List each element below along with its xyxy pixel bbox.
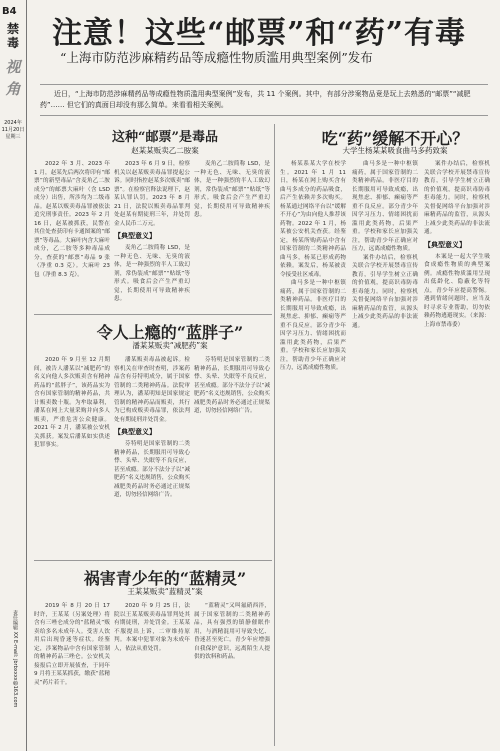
article-body-col: 2020 年 9 月 25 日，法院以王某某贩卖毒品罪判处其有期徒刑，并处罚金。王某某不服提出上诉，二审维持原判。本案中犯罪对象为未成年人，依法从重处罚。 [114, 603, 190, 652]
intro-box [40, 84, 488, 116]
article-body-col: 潘某贩卖毒品被起诉。检察机关在审查时查明，涉案药品含有芬特明成分，属于国家管制的二类精神药品。法院审理认为，潘某明知是国家规定管制的精神药品而贩卖，其行为已构成贩卖毒品罪，依法判处有期徒刑并处罚金。 【典型意义】 芬特明是国家管制的二类精神药品，长期服用可导致心悸、头晕、失眠等不良反应，甚至成瘾。部分不法分子以“减肥药”名义违规销售，公众购买减肥类药品时务必通过正规渠道，切勿轻信网络广告。 [114, 357, 190, 498]
article-body-col: 杨某系某大学在校学生。2021 年 1 月 11 日，杨某在网上购买含有曲马多成分的药品吸食，后产生依赖并多次购买。杨某通过网络平台以“缓解不开心”为由向他人推荐该药物。2022 年 1 月，杨某被公安机关查获。经鉴定，杨某所购药品中含有国家管制的二类精神药品曲马多，杨某已形成药物依赖。案发后，杨某被责令接受社区戒毒。 曲马多是一种中枢镇痛药，属于国家管制的二类精神药品。非医疗目的长期服用可导致成瘾，出现焦虑、抑郁、癫痫等严重不良反应。部分青少年因学习压力、情绪困扰而滥用此类药物，后果严重。学校和家长应加强关注，帮助青少年正确应对压力，远离成瘾性物质。 [280, 161, 346, 371]
article-byline-smurf: 王某某贩卖“蓝精灵”案 [127, 587, 203, 596]
article-title-stamps: 这种“邮票”是毒品 [112, 130, 218, 145]
issue-date: 2024年 11月20日 星期三 [1, 120, 25, 140]
article-body-col: 案件办结后，检察机关联合学校开展禁毒宣传教育，引导学生树立正确的价值观，提高识毒防毒拒毒能力。同时，检察机关督促网络平台加强对涉麻精药品的监管，从源头上减少此类药品的非法流通。 【典型意义】 本案是一起大学生吸食成瘾性物质的典型案例。成瘾性物质滥用呈现出低龄化、隐蔽化等特点，青少年应提高警惕。遇到情绪问题时，应当及时寻求专业帮助，切勿依赖药物逃避现实。（来源：上海市禁毒委） [424, 161, 490, 328]
article-byline-tramadol: 大学生杨某某吸食曲马多药致案 [342, 146, 448, 155]
page-rail [0, 0, 27, 751]
section-divider [34, 314, 272, 315]
article-title-smurf: 祸害青少年的“蓝精灵” [83, 569, 247, 588]
article-byline-stamps: 赵某某贩卖乙二胺案 [131, 146, 199, 155]
article-body-col: 麦角乙二胺简称 LSD，是一种无色、无味、无臭的液体，是一种强烈的半人工致幻剂，常伪装成“邮票”“贴纸”等形式。吸食后会产生严重幻觉，长期使用可导致精神疾患。 [194, 161, 270, 218]
article-body-col: 芬特明是国家管制的二类精神药品，长期服用可导致心悸、头晕、失眠等不良反应，甚至成瘾。部分不法分子以“减肥药”名义违规销售，公众购买减肥类药品时务必通过正规渠道，切勿轻信网络广告。 [194, 357, 270, 414]
article-body-col: 曲马多是一种中枢镇痛药，属于国家管制的二类精神药品。非医疗目的长期服用可导致成瘾，出现焦虑、抑郁、癫痫等严重不良反应。部分青少年因学习压力、情绪困扰而滥用此类药物，后果严重。学校和家长应加强关注，帮助青少年正确应对压力，远离成瘾性物质。 案件办结后，检察机关联合学校开展禁毒宣传教育，引导学生树立正确的价值观，提高识毒防毒拒毒能力。同时，检察机关督促网络平台加强对涉麻精药品的监管，从源头上减少此类药品的非法流通。 [352, 161, 418, 329]
main-subheadline: “上海市防范涉麻精药品等成瘾性物质滥用典型案例”发布 [60, 50, 373, 65]
main-headline: 注意！这些“邮票”和“药”有毒 [52, 16, 467, 51]
typical-significance-label: 【典型意义】 [424, 240, 466, 249]
typical-significance-label: 【典型意义】 [114, 232, 156, 240]
section-title: 视角 [5, 58, 21, 98]
article-title-tramadol: 吃“药”缓解不开心？ [321, 129, 469, 148]
editor-credit: 责任编辑 XX E-mail: jbrbxxxx@163.com [12, 610, 18, 708]
column-divider [274, 124, 275, 746]
article-byline-bluefat: 潘某某贩卖“减肥药”案 [132, 341, 208, 350]
page-number: B4 [2, 6, 17, 17]
section-divider [34, 560, 272, 561]
article-body-col: “蓝精灵”又叫氟硝西泮，属于国家管制的二类精神药品，具有强烈的镇静催眠作用，与酒精混用可导致失忆、昏迷甚至死亡。青少年应增强自我保护意识，远离陌生人提供的饮料和药品。 [194, 603, 270, 660]
article-body-col: 2022 年 3 月、2023 年 1 月，赵某先后两次将印有“邮票”的新型毒品“含麦角乙二胺成分”的邮票大麻叶（含 LSD 成分）出售，所涉均为二级毒品。赵某以贩卖毒品罪被依法追究刑事责任。2023 年 2 月 16 日，赵某被抓获，民警在其住处查获印有卡通图案的“邮票”等毒品。大麻叶内含大麻叶成分，乙二胺等多种毒品成分，查获的“邮票”毒品 9 张（净重 0.3 克）。大麻叶 23 包（净重 8.3 克）。 [34, 161, 110, 278]
typical-significance-label: 【典型意义】 [114, 428, 156, 436]
article-body-col: 2023 年 6 月 9 日，检察机关以赵某贩卖毒品罪提起公诉。同时指控赵某多次贩卖“邮票”。在检察官释法说理下，赵某认罪认罚。2023 年 8 月 21 日，法院以贩卖毒品罪判处赵某有期徒刑三年，并处罚金人民币二万元。 【典型意义】 麦角乙二胺简称 LSD，是一种无色、无味、无臭的液体，是一种强烈的半人工致幻剂，常伪装成“邮票”“贴纸”等形式。吸食后会产生严重幻觉，长期使用可导致精神疾患。 [114, 161, 190, 302]
intro-text: 近日，“上海市防范涉麻精药品等成瘾性物质滥用典型案例”发布，共 11 个案例。其中，有部分涉案物品竟是玩上去熟悉的“邮票”“减肥药”…… 但它们的真面目却没有那么简单。来看看相关案例。 [40, 90, 471, 109]
article-body-col: 2019 年 8 月 20 日 17 时许，王某某（另案处理）将含有三唑仑成分的“蓝精灵”贩卖给多名未成年人。受害人饮用后出现昏迷等症状。经鉴定，涉案物品中含有国家管制的精神药品三唑仑。公安机关接报后立即开展侦查，于同年 9 月将王某某抓获，缴获“蓝精灵”药片若干。 [34, 603, 110, 686]
article-body-col: 2020 年 9 月至 12 月期间，被告人潘某以“减肥药”的名义向他人多次贩卖含有精神药品的“蓝胖子”，该药品实为含有国家管制的精神药品，共计贩卖数十瓶。为牟取暴利，潘某在网上大量采购并向多人贩卖，严重危害公众健康。2021 年 2 月，潘某被公安机关抓获。案发后潘某如实供述犯罪事实。 [34, 357, 110, 448]
section-name: 禁毒 [6, 22, 19, 50]
article-title-bluefat: 令人上瘾的“蓝胖子” [96, 323, 244, 342]
